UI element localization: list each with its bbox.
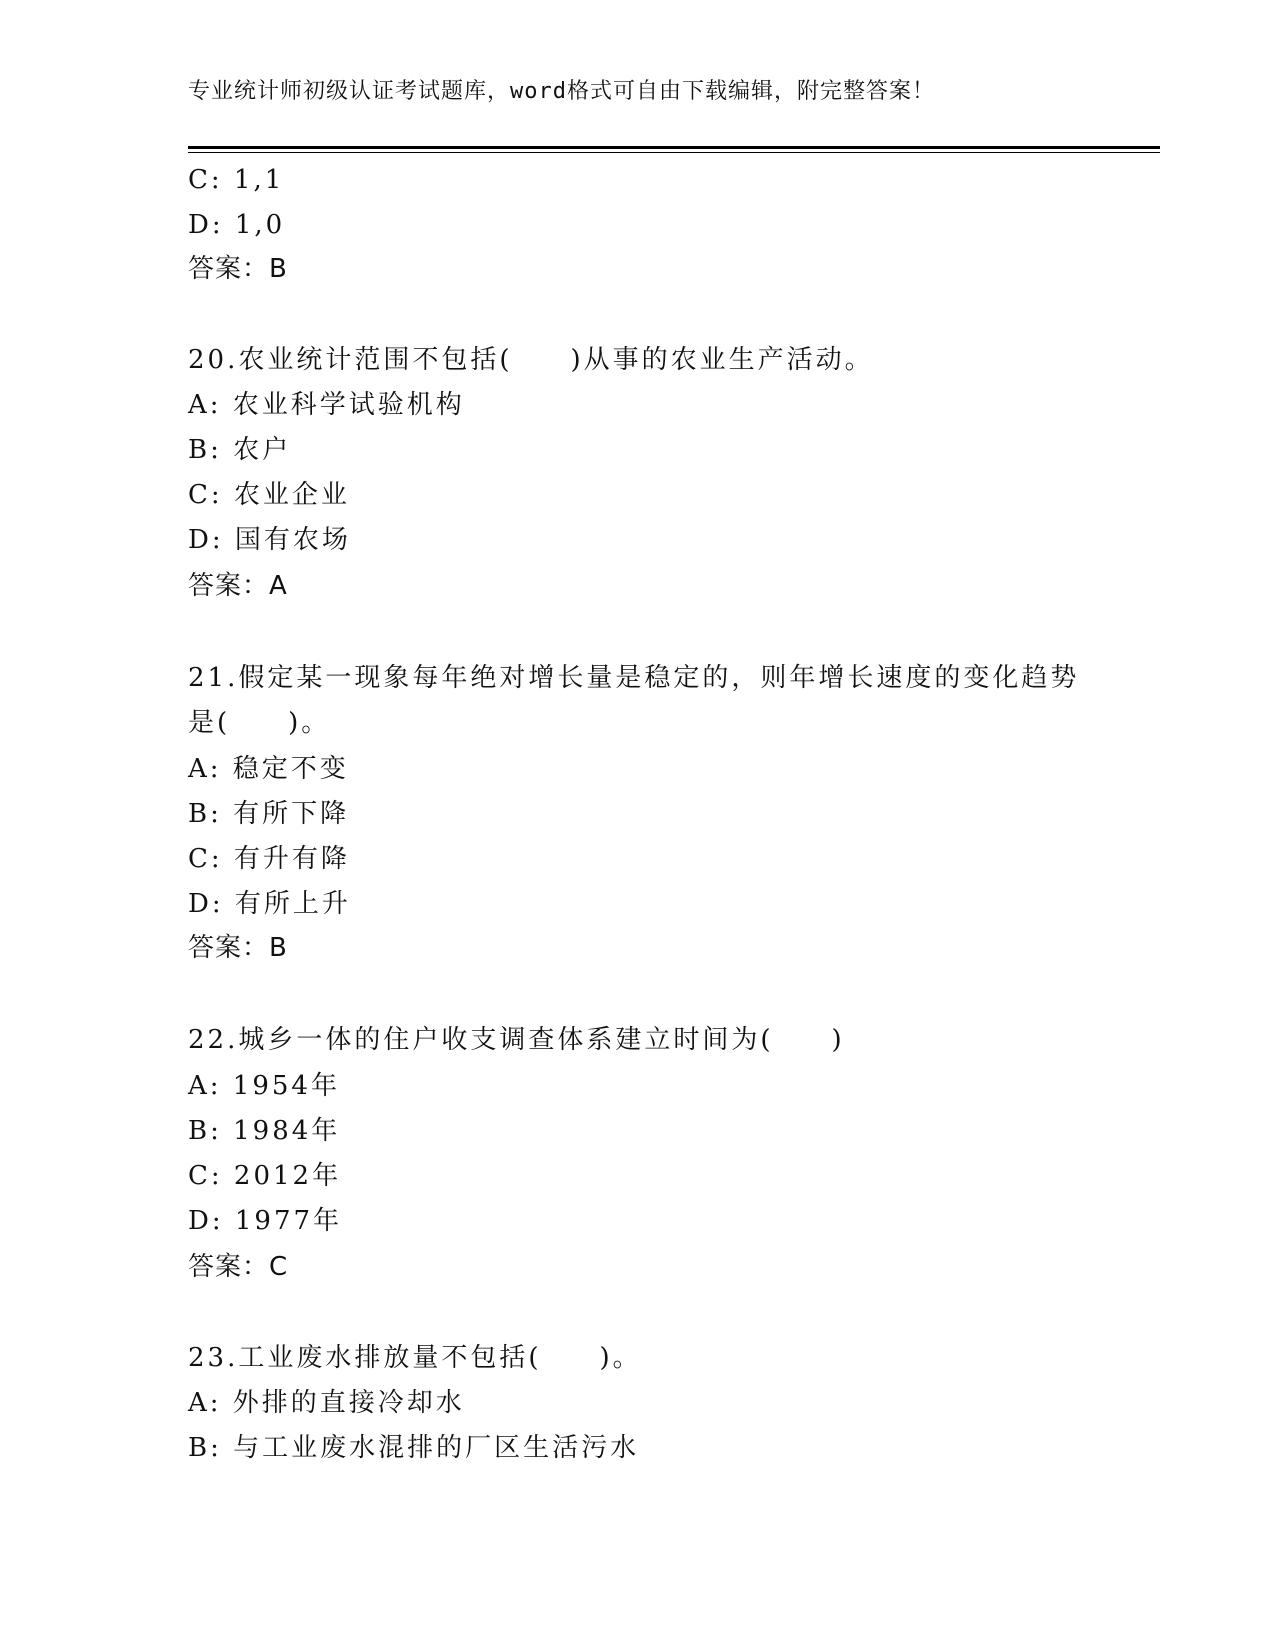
q21-answer: 答案：B [188,933,288,963]
q20-option-a: A: 农业科学试验机构 [188,390,465,420]
q21-option-b: B: 有所下降 [188,799,350,829]
q20-answer: 答案：A [188,571,288,601]
header-rule-thin [188,152,1160,153]
q22-stem: 22.城乡一体的住户收支调查体系建立时间为( ) [188,1025,845,1055]
q21-stem-line-2: 是( )。 [188,708,331,738]
header-rule-thick [188,146,1160,149]
q22-option-c: C: 2012年 [188,1161,342,1191]
q23-stem: 23.工业废水排放量不包括( )。 [188,1343,642,1373]
q23-option-b: B: 与工业废水混排的厂区生活污水 [188,1433,640,1463]
page-header: 专业统计师初级认证考试题库，word格式可自由下载编辑，附完整答案！ [188,79,935,104]
q20-option-b: B: 农户 [188,435,292,465]
q20-option-d: D: 国有农场 [188,525,351,555]
q23-option-a: A: 外排的直接冷却水 [188,1388,465,1418]
q22-option-a: A: 1954年 [188,1071,340,1101]
q22-option-d: D: 1977年 [188,1206,343,1236]
q20-option-c: C: 农业企业 [188,480,350,510]
q20-stem: 20.农业统计范围不包括( )从事的农业生产活动。 [188,345,874,375]
q19-option-c: C: 1,1 [188,165,285,195]
q22-answer: 答案：C [188,1252,289,1282]
q21-stem-line-1: 21.假定某一现象每年绝对增长量是稳定的，则年增长速度的变化趋势 [188,663,1080,693]
q22-option-b: B: 1984年 [188,1116,341,1146]
q21-option-a: A: 稳定不变 [188,754,349,784]
q19-option-d: D: 1,0 [188,210,286,240]
q21-option-d: D: 有所上升 [188,889,351,919]
q21-option-c: C: 有升有降 [188,844,350,874]
q19-answer: 答案：B [188,254,288,284]
